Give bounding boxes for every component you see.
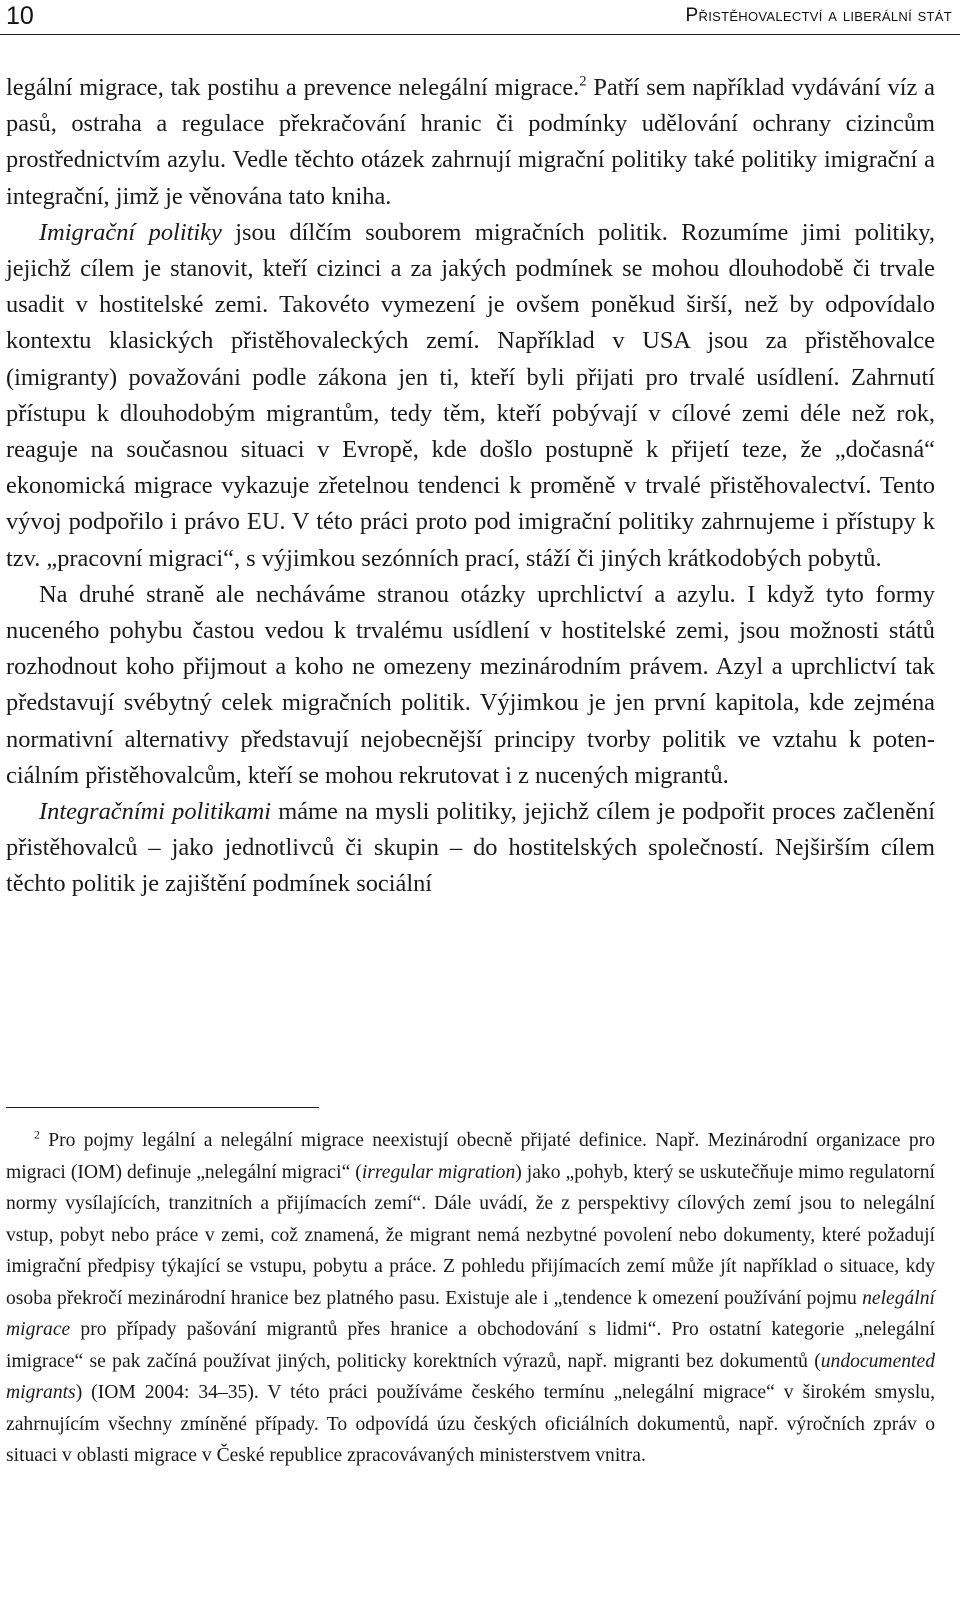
footnote-2	[6, 1125, 935, 1472]
footnote-text-d: ) (IOM 2004: 34–35). V této práci používáme českého termínu „nelegální migrace“ v širokém smyslu, zahrnujícím všechny zmíněné případy. To odpovídá úzu českých oficiálních dokumentů, např. výročních zpráv o situaci v oblasti migrace v České republice zpracovávaných ministerstvem vnitra.	[6, 1382, 935, 1466]
paragraph-4-text: máme na mysli politiky, jejichž cílem je podpořit proces začlenění přistěhovalců – jako jednotlivců či skupin – do hostitelských společností. Nejširším cílem těchto politik je zajištění podmínek sociální	[6, 798, 935, 898]
paragraph-1-text-b: Patří sem například vydávání víz a pasů, ostraha a regulace překračování hranic či podmínky udělování ochrany cizincům prostřednictvím azylu. Vedle těchto otázek zahrnují migrační politiky také politiky imigrační a integrační, jimž je věnována tato kniha.	[6, 74, 935, 210]
term-integration-policies: Integračními politikami	[39, 798, 272, 826]
paragraph-1	[6, 70, 935, 215]
footnote-number: 2	[34, 1128, 40, 1142]
footnote-text-a: Pro pojmy legální a nelegální migrace neexistují obecně přijaté definice. Např. Mezinárodní organizace pro migraci (IOM) definuje „nelegální migraci“ (	[6, 1130, 935, 1183]
paragraph-2-text: jsou dílčím souborem migračních politik. Rozumíme jimi politiky, jejichž cílem je stanovit, kteří cizinci a za jakých podmínek se mohou dlouhodobě či trvale usadit v hostitelské zemi. Takovéto vymezení je ovšem poněkud širší, než by odpovídalo kontextu klasických přistěhovaleckých zemí. Například v USA jsou za přistěhovalce (imigranty) považováni podle zákona jen ti, kteří byli přijati pro trvalé usídlení. Zahrnutí přístupu k dlouhodobým migrantům, tedy těm, kteří pobývají v cílové zemi déle než rok, reaguje na současnou situaci v Evropě, kde došlo postupně k přijetí teze, že „dočasná“ ekonomická migrace vykazuje zřetelnou tendenci k proměně v trvalé přistěhovalectví. Tento vývoj podpořilo i právo EU. V této práci proto pod imigrační politiky zahrnujeme i přístupy k tzv. „pracovní migraci“, s výjimkou sezónních prací, stáží či jiných krátkodobých pobytů.	[6, 218, 935, 572]
footnote-reference: 2	[579, 73, 587, 90]
main-text	[6, 70, 935, 903]
paragraph-2	[6, 215, 935, 577]
running-title: Přistěhovalectví a liberální stát	[685, 5, 952, 26]
term-immigration-policies: Imigrační politiky	[39, 218, 222, 246]
paragraph-3	[6, 577, 935, 794]
footnote-italic-a: irregular migration	[361, 1161, 516, 1183]
page-header	[0, 0, 960, 35]
footnote-separator	[6, 1107, 319, 1108]
footnote-italic-c: undocumented migrants	[6, 1350, 935, 1403]
page-number: 10	[6, 2, 34, 30]
paragraph-1-text-a: legální migrace, tak postihu a prevence nelegální migrace.	[6, 74, 580, 101]
paragraph-4	[6, 794, 935, 903]
footnote-italic-b: nelegální migrace	[6, 1287, 935, 1340]
footnote-text-b: ) jako „pohyb, který se uskutečňuje mimo regulatorní normy vysílajících, tranzitních a přijímacích zemí“. Dále uvádí, že z perspektivy cílových zemí jsou to nelegální vstup, pobyt nebo práce v zemi, což znamená, že migrant nemá nezbytné povolení nebo dokumenty, které požadují imigrační předpisy týkající se vstupu, pobytu a práce. Z pohledu přijímacích zemí může jít například o situace, kdy osoba překročí mezinárodní hranice bez platného pasu. Existuje ale i „tendence k omezení používání pojmu	[6, 1161, 935, 1309]
footnote-text-c: pro případy pašování migrantů přes hranice a obchodování s lidmi“. Pro ostatní kategorie „nelegální imigrace“ se pak začíná používat jiných, politicky korektních výrazů, např. migranti bez dokumentů (	[6, 1319, 935, 1372]
paragraph-3-text: Na druhé straně ale necháváme stranou otázky uprchlictví a azylu. I když tyto formy nuceného pohybu častou vedou k trvalému usídlení v hostitelské zemi, jsou možnosti států rozhodnout koho přijmout a koho ne omezeny mezinárodním právem. Azyl a uprchlictví tak představují svébytný celek migračních politik. Výjimkou je jen první kapitola, kde zejména normativní alternativy představují nejobecnější principy tvorby politik ve vztahu k potenciálním přistěhovalcům, kteří se mohou rekrutovat i z nucených migrantů.	[6, 580, 935, 789]
